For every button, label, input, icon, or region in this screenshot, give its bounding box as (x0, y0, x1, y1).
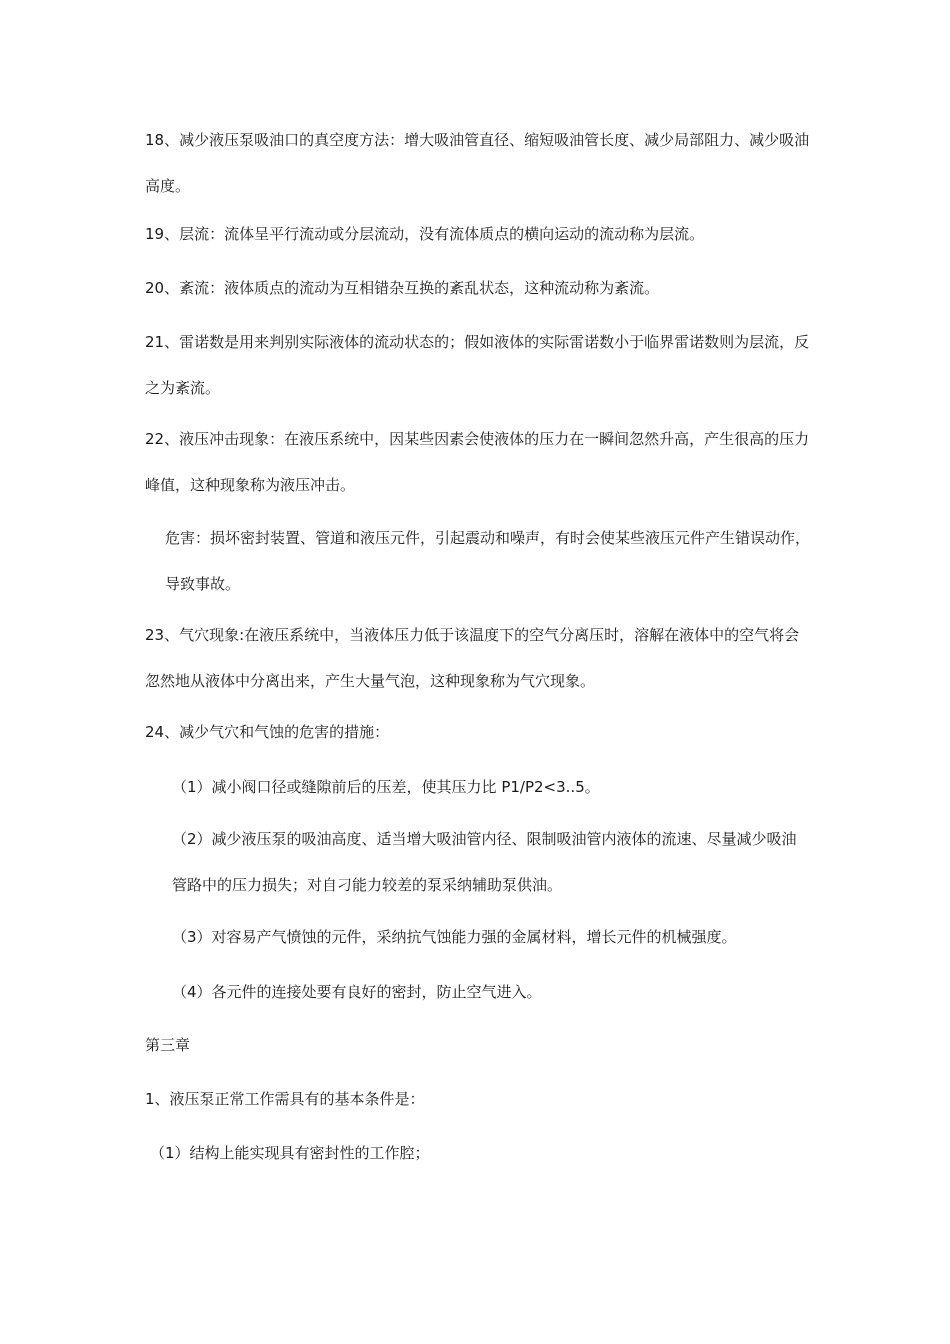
paragraph-23: 23、气穴现象:在液压系统中，当液体压力低于该温度下的空气分离压时，溶解在液体中的空气将会忽然地从液体中分离出来，产生大量气泡，这种现象称为气穴现象。 (145, 626, 800, 690)
chapter-heading: 第三章 (145, 1036, 191, 1054)
paragraph-22-hazard: 危害：损坏密封装置、管道和液压元件，引起震动和噪声，有时会使某些液压元件产生错误动作，导致事故。 (165, 529, 811, 593)
paragraph-18: 18、减少液压泵吸油口的真空度方法：增大吸油管直径、缩短吸油管长度、减少局部阻力、减少吸油高度。 (145, 131, 810, 195)
measure-item-1: （1）减小阀口径或缝隙前后的压差，使其压力比 P1/P2<3..5。 (172, 778, 600, 796)
paragraph-19: 19、层流：流体呈平行流动或分层流动，没有流体质点的横向运动的流动称为层流。 (145, 225, 705, 243)
chapter3-item-1-sub-1: （1）结构上能实现具有密封性的工作腔； (150, 1144, 430, 1162)
paragraph-22: 22、液压冲击现象：在液压系统中，因某些因素会使液体的压力在一瞬间忽然升高，产生很高的压力峰值，这种现象称为液压冲击。 (145, 430, 810, 494)
chapter3-item-1: 1、液压泵正常工作需具有的基本条件是： (145, 1090, 425, 1108)
paragraph-24: 24、减少气穴和气蚀的危害的措施： (145, 723, 390, 741)
paragraph-21: 21、雷诺数是用来判别实际液体的流动状态的；假如液体的实际雷诺数小于临界雷诺数则为层流，反之为紊流。 (145, 333, 810, 397)
measure-item-3: （3）对容易产气愤蚀的元件，采纳抗气蚀能力强的金属材料，增长元件的机械强度。 (172, 928, 737, 946)
paragraph-20: 20、紊流：液体质点的流动为互相错杂互换的紊乱状态，这种流动称为紊流。 (145, 279, 660, 297)
measure-item-4: （4）各元件的连接处要有良好的密封，防止空气进入。 (172, 983, 542, 1001)
measure-item-2: （2）减少液压泵的吸油高度、适当增大吸油管内径、限制吸油管内液体的流速、尽量减少吸油管路中的压力损失；对自刁能力较差的泵采纳辅助泵供油。 (172, 830, 797, 894)
